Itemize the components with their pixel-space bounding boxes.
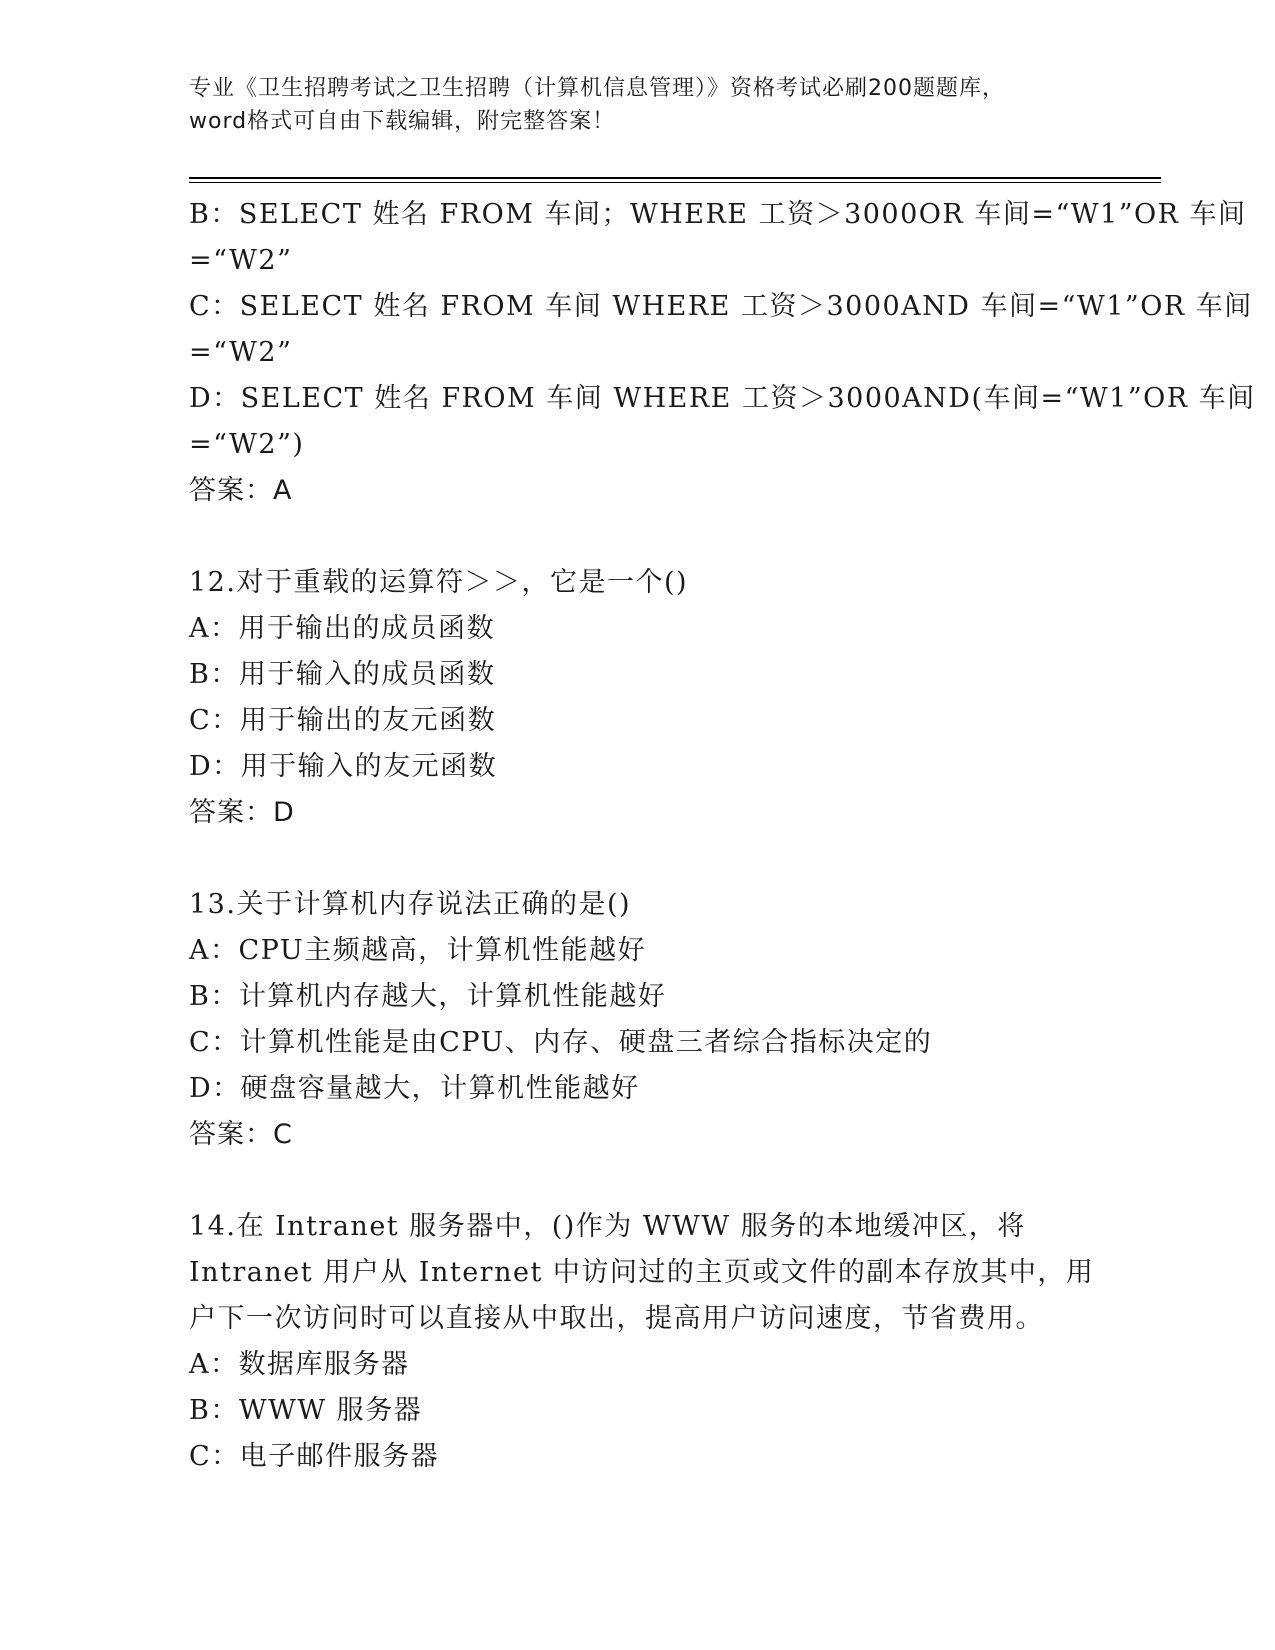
header-divider-thick <box>189 177 1161 179</box>
option-d-line-2: =“W2”) <box>189 429 305 460</box>
option-c: C：用于输出的友元函数 <box>189 705 497 736</box>
option-b-line-1: B：SELECT 姓名 FROM 车间；WHERE 工资＞3000OR 车间=“W1”OR 车间 <box>189 199 1247 230</box>
question-text-line-1: 14.在 Intranet 服务器中，()作为 WWW 服务的本地缓冲区，将 <box>189 1211 1026 1242</box>
document-header <box>189 72 1109 138</box>
question-content <box>189 192 1256 1480</box>
question-11-tail <box>189 192 1256 514</box>
spacer <box>189 836 1149 882</box>
option-c: C：计算机性能是由CPU、内存、硬盘三者综合指标决定的 <box>189 1027 933 1058</box>
option-c: C：电子邮件服务器 <box>189 1441 440 1472</box>
option-c-line-1: C：SELECT 姓名 FROM 车间 WHERE 工资＞3000AND 车间=“W1”OR 车间 <box>189 291 1253 322</box>
answer-label: 答案：A <box>189 475 293 506</box>
answer-label: 答案：D <box>189 797 295 828</box>
header-line-2: word格式可自由下载编辑，附完整答案！ <box>189 109 616 134</box>
spacer <box>189 514 1149 560</box>
option-d-line-1: D：SELECT 姓名 FROM 车间 WHERE 工资＞3000AND(车间=“W1”OR 车间 <box>189 383 1256 414</box>
question-text: 12.对于重载的运算符＞＞，它是一个() <box>189 567 689 598</box>
option-a: A：CPU主频越高，计算机性能越好 <box>189 935 647 966</box>
option-c-line-2: =“W2” <box>189 337 293 368</box>
question-13 <box>189 882 1149 1158</box>
question-text-line-2: Intranet 用户从 Internet 中访问过的主页或文件的副本存放其中，用 <box>189 1257 1095 1288</box>
question-12 <box>189 560 1149 836</box>
option-d: D：用于输入的友元函数 <box>189 751 498 782</box>
question-14 <box>189 1204 1149 1480</box>
option-a: A：用于输出的成员函数 <box>189 613 495 644</box>
spacer <box>189 1158 1149 1204</box>
question-text-line-3: 户下一次访问时可以直接从中取出，提高用户访问速度，节省费用。 <box>189 1303 1044 1334</box>
option-b: B：计算机内存越大，计算机性能越好 <box>189 981 667 1012</box>
option-b: B：用于输入的成员函数 <box>189 659 496 690</box>
option-b: B：WWW 服务器 <box>189 1395 423 1426</box>
header-line-1: 专业《卫生招聘考试之卫生招聘（计算机信息管理）》资格考试必刷200题题库， <box>189 76 1005 101</box>
answer-label: 答案：C <box>189 1119 293 1150</box>
header-divider-thin <box>189 182 1161 183</box>
question-text: 13.关于计算机内存说法正确的是() <box>189 889 632 920</box>
option-a: A：数据库服务器 <box>189 1349 410 1380</box>
option-b-line-2: =“W2” <box>189 245 293 276</box>
option-d: D：硬盘容量越大，计算机性能越好 <box>189 1073 640 1104</box>
